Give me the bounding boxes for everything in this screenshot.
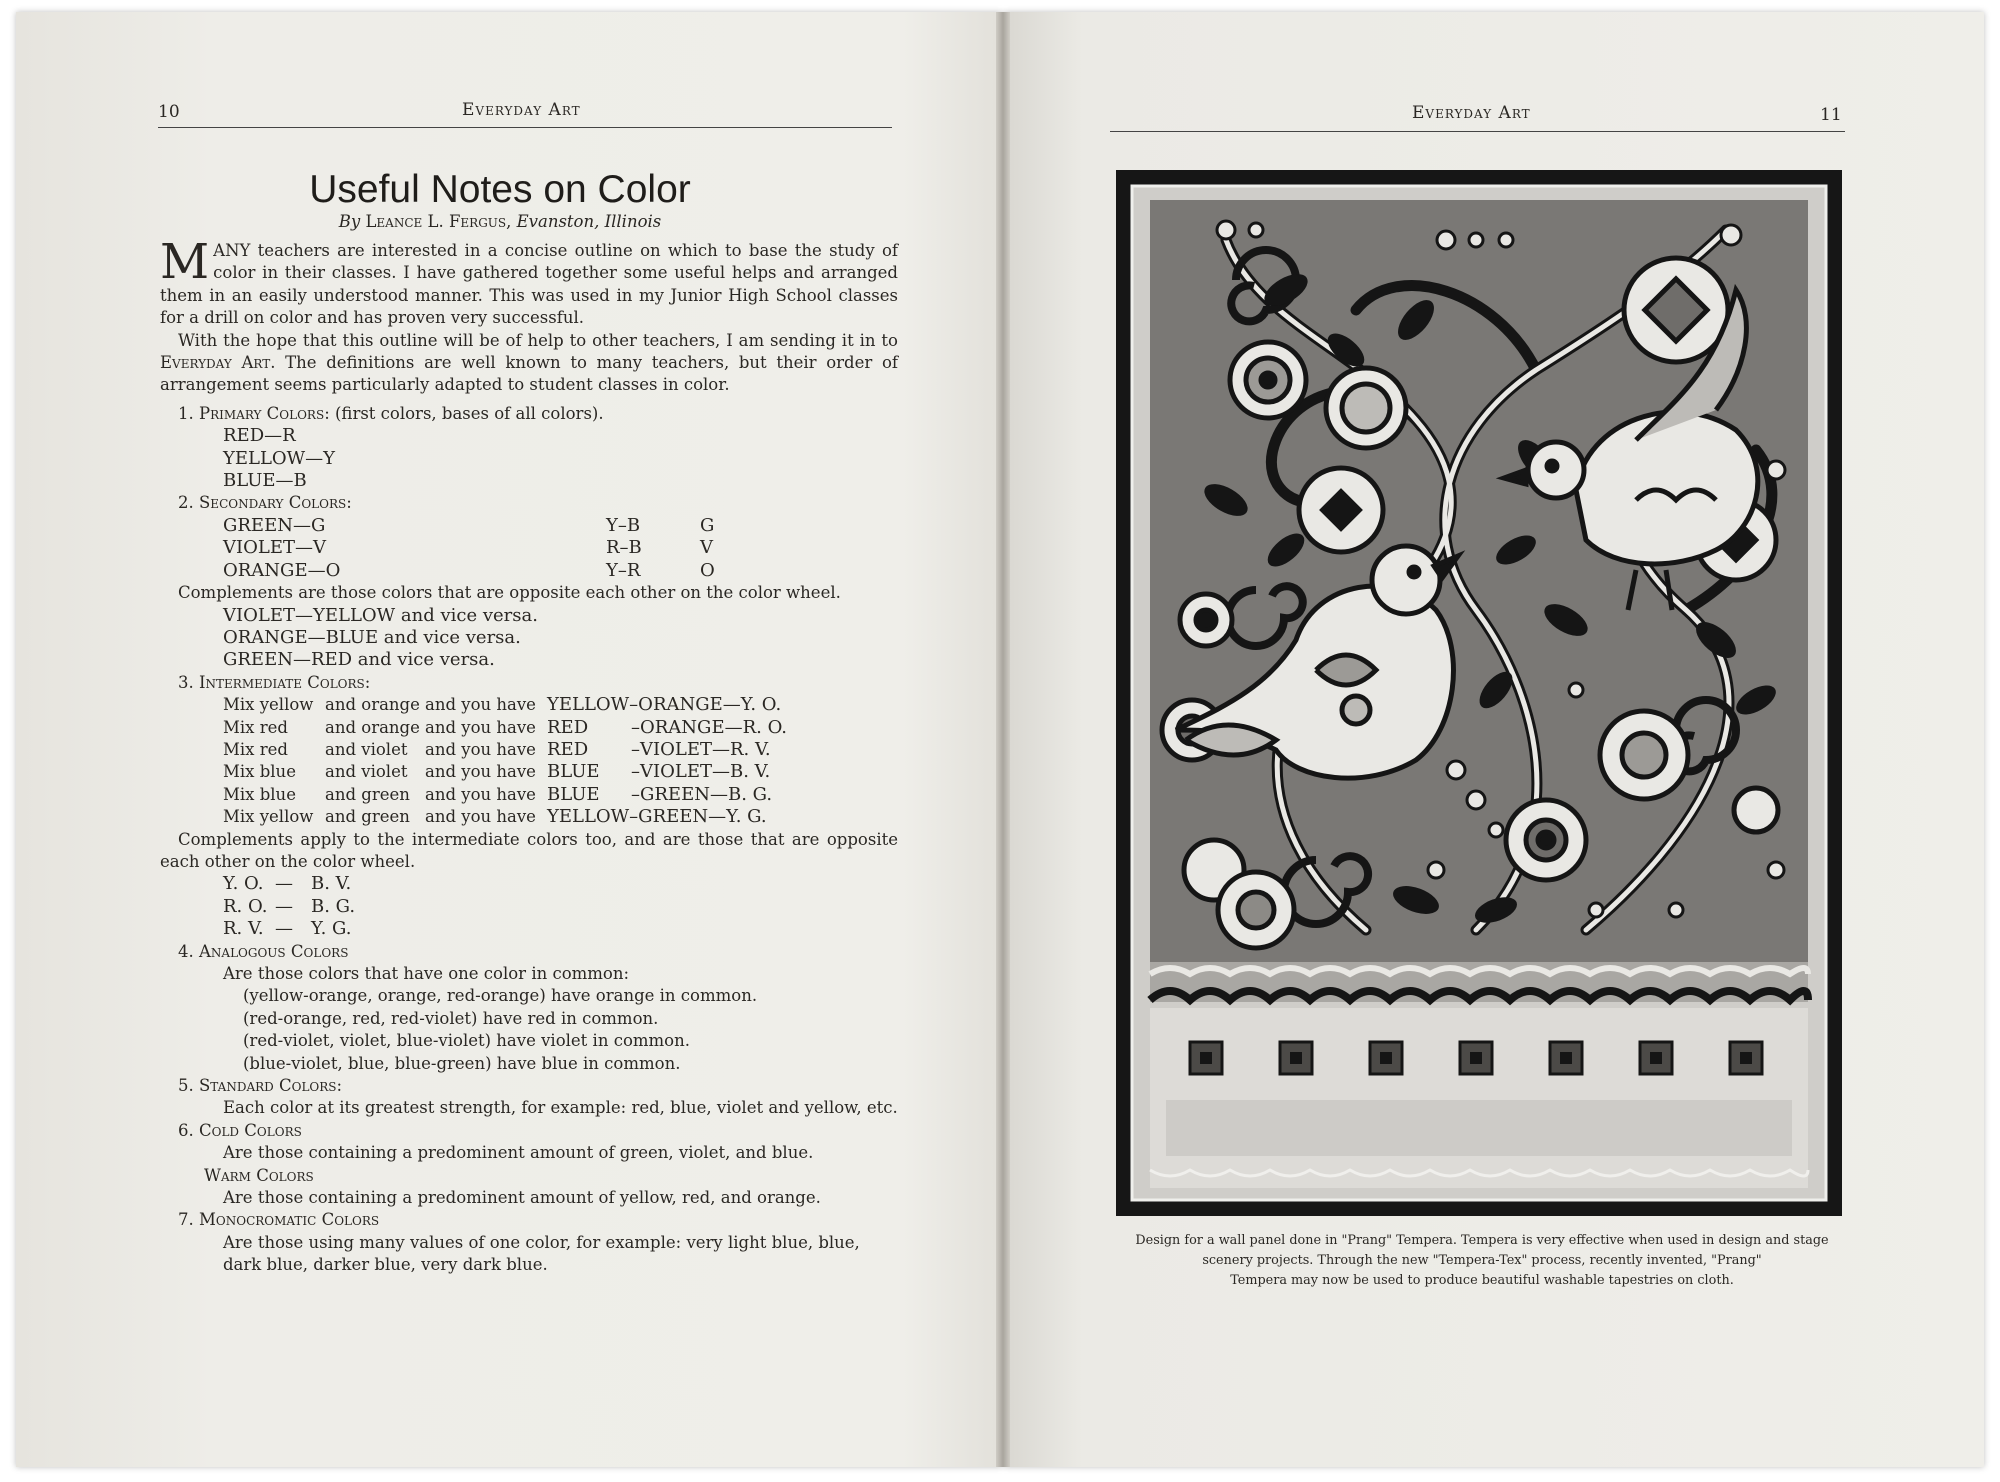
complement-pair: Y. O. — B. V.: [223, 873, 352, 895]
secondary-row: GREEN—G Y–B G: [223, 514, 715, 536]
complement-pair: R. O. — B. G.: [223, 895, 356, 917]
section-monochromatic-heading: 7. Monocromatic Colors: [178, 1210, 380, 1230]
section-analogous-heading: 4. Analogous Colors: [178, 941, 349, 961]
section-secondary-heading: 2. Secondary Colors:: [178, 493, 352, 513]
figure-caption: Design for a wall panel done in "Prang" Tempera. Tempera is very effective when used in design and stage scenery projects. Through the new "Tempera-Tex" process, recently invented, "Prang" Tempera may now be used to produce beautiful washable tapestries on cloth.: [1135, 1233, 1829, 1288]
secondary-row: VIOLET—V R–B V: [223, 537, 713, 559]
section-standard-heading: 5. Standard Colors:: [178, 1076, 343, 1096]
article-title: Useful Notes on Color: [309, 168, 691, 211]
complement-line: VIOLET—YELLOW and vice versa.: [223, 604, 538, 626]
secondary-row: ORANGE—O Y–R O: [223, 559, 715, 581]
intro-paragraph: MANY teachers are interested in a concise outline on which to base the study of color in their classes. I have gathered together some useful helps and arranged them in an easily understood manner. This was used in my Junior High School classes for a drill on color and has proven very successful.: [160, 234, 898, 328]
complements-intro: Complements are those colors that are opposite each other on the color wheel.: [178, 583, 841, 603]
complements-apply: Complements apply to the intermediate colors too, and are those that are opposite each other on the color wheel.: [160, 829, 898, 871]
section-cold-heading: 6. Cold Colors: [178, 1120, 302, 1140]
intermediate-row: Mix blue and violet and you have BLUE –VIOLET—B. V.: [223, 761, 771, 783]
byline: By Leance L. Fergus, Evanston, Illinois: [338, 212, 662, 231]
intermediate-row: Mix red and orange and you have RED –ORANGE—R. O.: [223, 716, 787, 738]
left-page-number: 10: [158, 102, 180, 122]
complement-line: GREEN—RED and vice versa.: [223, 649, 495, 671]
complement-line: ORANGE—BLUE and vice versa.: [223, 626, 521, 648]
analogous-line: (red-orange, red, red-violet) have red in common.: [243, 1008, 659, 1028]
right-header-rule: [1110, 131, 1845, 132]
right-page-number: 11: [1820, 105, 1842, 125]
analogous-line: (blue-violet, blue, blue-green) have blue in common.: [243, 1053, 681, 1073]
analogous-definition: Are those colors that have one color in common:: [223, 964, 630, 983]
section-primary-heading: 1. Primary Colors: (first colors, bases of all colors).: [178, 403, 604, 423]
right-running-head: Everyday Art: [1412, 103, 1531, 123]
left-running-head: Everyday Art: [462, 100, 581, 120]
wall-panel-svg: [1116, 170, 1842, 1216]
analogous-line: (red-violet, violet, blue-violet) have violet in common.: [243, 1031, 690, 1051]
analogous-line: (yellow-orange, orange, red-orange) have orange in common.: [243, 986, 758, 1006]
warm-definition: Are those containing a predominent amount of yellow, red, and orange.: [223, 1188, 821, 1208]
wall-panel-artwork: [1116, 170, 1842, 1216]
second-paragraph: With the hope that this outline will be of help to other teachers, I am sending it in to Everyday Art. The definitions are well known to many teachers, but their order of arrangement seems particularly adapted to student classes in color.: [160, 330, 898, 395]
article-body: [160, 234, 898, 1277]
section-warm-heading: Warm Colors: [204, 1165, 314, 1185]
standard-definition: Each color at its greatest strength, for example: red, blue, violet and yellow, etc.: [223, 1098, 898, 1118]
complement-pair: R. V. — Y. G.: [223, 918, 352, 940]
intermediate-row: Mix blue and green and you have BLUE –GREEN—B. G.: [223, 783, 773, 805]
intermediate-row: Mix yellow and orange and you have YELLOW–ORANGE—Y. O.: [223, 694, 782, 716]
primary-color: RED—R: [223, 425, 296, 447]
drop-cap: M: [160, 234, 210, 290]
primary-color: BLUE—B: [223, 470, 307, 492]
monochromatic-definition: Are those using many values of one color, for example: very light blue, blue, dark blue, darker blue, very dark blue.: [223, 1232, 860, 1275]
left-header-rule: [158, 127, 892, 128]
primary-color: YELLOW—Y: [223, 447, 336, 469]
intermediate-row: Mix yellow and green and you have YELLOW–GREEN—Y. G.: [223, 806, 767, 828]
cold-definition: Are those containing a predominent amount of green, violet, and blue.: [223, 1143, 814, 1163]
section-intermediate-heading: 3. Intermediate Colors:: [178, 672, 371, 692]
intermediate-row: Mix red and violet and you have RED –VIOLET—R. V.: [223, 738, 771, 760]
